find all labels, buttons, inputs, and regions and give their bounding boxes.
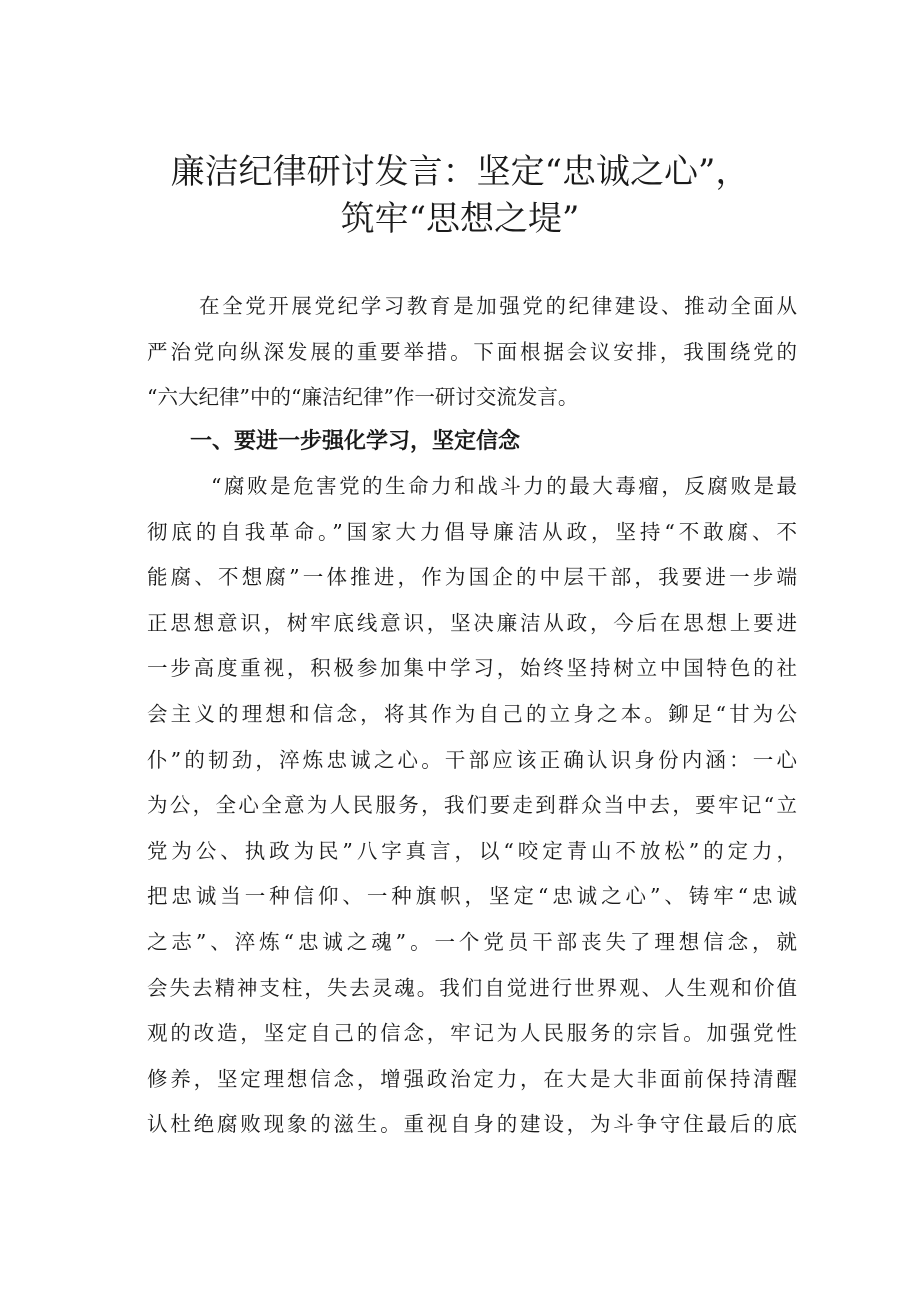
intro-line: 在全党开展党纪学习教育是加强党的纪律建设、推动全面从 (199, 294, 797, 318)
intro-line: “六大纪律”中的“廉洁纪律”作一研讨交流发言。 (147, 385, 579, 410)
document-title-line-2: 筑牢“思想之堤” (340, 199, 580, 239)
document-title-line-1: 廉洁纪律研讨发言：坚定“忠诚之心”， (170, 152, 750, 192)
paragraph-line: 认杜绝腐败现象的滋生。重视自身的建设，为斗争守住最后的底 (147, 1112, 797, 1137)
paragraph-line: “腐败是危害党的生命力和战斗力的最大毒瘤，反腐败是最 (211, 474, 797, 498)
paragraph-line: 能腐、不想腐”一体推进，作为国企的中层干部，我要进一步端 (147, 565, 797, 590)
paragraph-line: 党为公、执政为民”八字真言，以“咬定青山不放松”的定力， (147, 838, 797, 863)
intro-paragraph (147, 284, 797, 421)
paragraph-line: 会主义的理想和信念，将其作为自己的立身之本。鉚足“甘为公 (147, 701, 797, 726)
paragraph-line: 仆”的韧劲，淬炼忠诚之心。干部应该正确认识身份内涵：一心 (147, 747, 797, 772)
paragraph-line: 一步高度重视，积极参加集中学习，始终坚持树立中国特色的社 (147, 656, 797, 681)
paragraph-line: 彻底的自我革命。”国家大力倡导廉洁从政，坚持“不敢腐、不 (147, 519, 797, 544)
paragraph-line: 修养，坚定理想信念，增强政治定力，在大是大非面前保持清醒 (147, 1066, 797, 1091)
paragraph-line: 观的改造，坚定自己的信念，牢记为人民服务的宗旨。加强党性 (147, 1021, 797, 1046)
paragraph-line: 会失去精神支柱，失去灵魂。我们自觉进行世界观、人生观和价值 (147, 975, 797, 1000)
paragraph-line: 之志”、淬炼“忠诚之魂”。一个党员干部丧失了理想信念，就 (147, 929, 797, 954)
paragraph-line: 为公，全心全意为人民服务，我们要走到群众当中去，要牢记“立 (147, 793, 797, 818)
section1-paragraph (147, 464, 797, 1148)
paragraph-line: 把忠诚当一种信仰、一种旗帜，坚定“忠诚之心”、铸牢“忠诚 (147, 884, 797, 909)
section-heading: 一、要进一步强化学习，坚定信念 (190, 429, 521, 454)
paragraph-line: 正思想意识，树牢底线意识，坚决廉洁从政，今后在思想上要进 (147, 610, 797, 635)
intro-line: 严治党向纵深发展的重要举措。下面根据会议安排，我围绕党的 (147, 339, 797, 364)
